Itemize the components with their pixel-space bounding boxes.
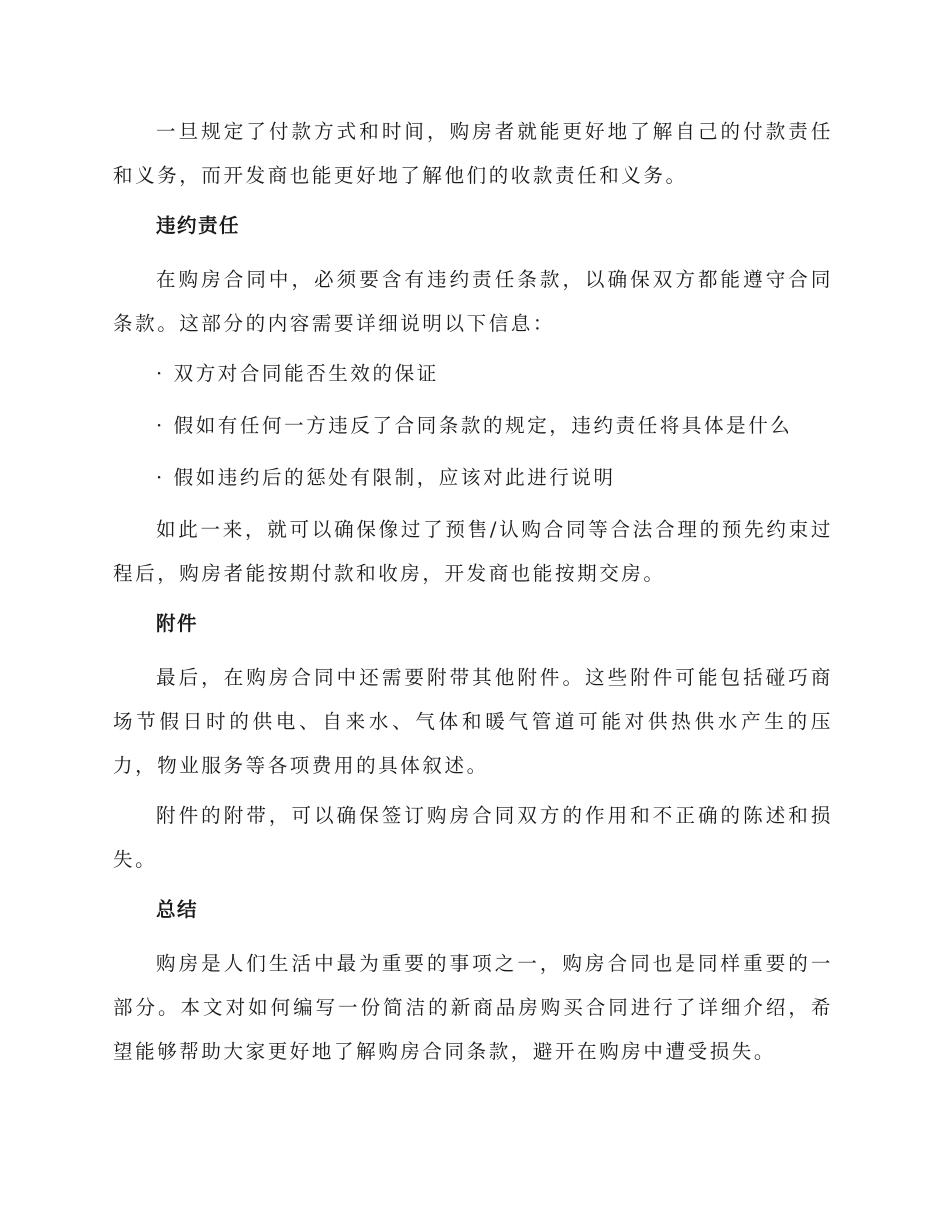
section-heading-breach: 违约责任 <box>156 214 241 237</box>
paragraph-summary: 购房是人们生活中最为重要的事项之一，购房合同也是同样重要的一部分。本文对如何编写一份简洁的新商品房购买合同进行了详细介绍，希望能够帮助大家更好地了解购房合同条款，避开在购房中遭受损失。 <box>113 952 833 1063</box>
paragraph-payment-terms: 一旦规定了付款方式和时间，购房者就能更好地了解自己的付款责任和义务，而开发商也能更好地了解他们的收款责任和义务。 <box>113 120 833 187</box>
bullet-item-penalty: · 假如违约后的惩处有限制，应该对此进行说明 <box>156 466 616 489</box>
bullet-item-validity: · 双方对合同能否生效的保证 <box>156 362 439 385</box>
paragraph-breach-conclusion: 如此一来，就可以确保像过了预售/认购合同等合法合理的预先约束过程后，购房者能按期付款和收房，开发商也能按期交房。 <box>113 518 833 585</box>
paragraph-attachments-list: 最后，在购房合同中还需要附带其他附件。这些附件可能包括碰巧商场节假日时的供电、自来水、气体和暖气管道可能对供热供水产生的压力，物业服务等各项费用的具体叙述。 <box>113 666 833 777</box>
section-heading-summary: 总结 <box>156 898 199 921</box>
section-heading-attachments: 附件 <box>156 612 199 635</box>
bullet-item-violation: · 假如有任何一方违反了合同条款的规定，违约责任将具体是什么 <box>156 414 793 437</box>
paragraph-breach-intro: 在购房合同中，必须要含有违约责任条款，以确保双方都能遵守合同条款。这部分的内容需要详细说明以下信息： <box>113 268 833 335</box>
document-page <box>113 110 833 1080</box>
paragraph-attachments-purpose: 附件的附带，可以确保签订购房合同双方的作用和不正确的陈述和损失。 <box>113 804 833 871</box>
